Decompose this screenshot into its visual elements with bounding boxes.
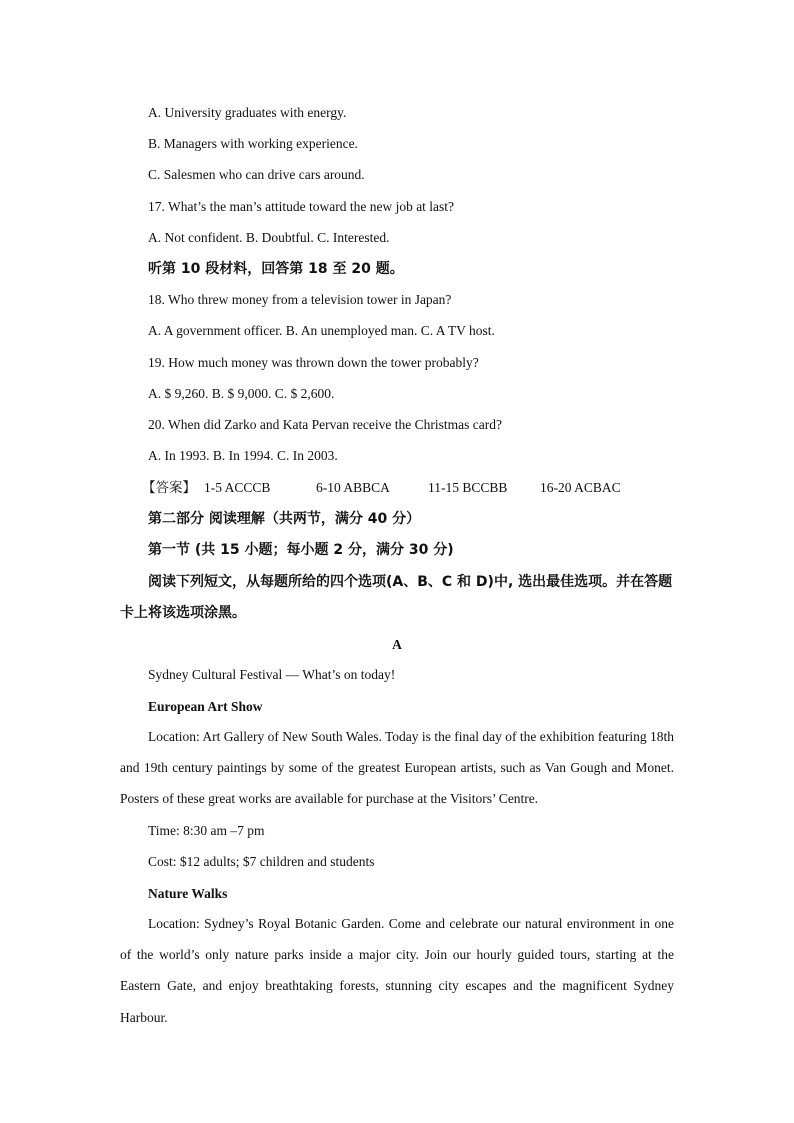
nature-walks-heading: Nature Walks xyxy=(148,886,228,901)
material-10-heading: 听第 10 段材料，回答第 18 至 20 题。 xyxy=(148,261,404,277)
option-16b: B. Managers with working experience. xyxy=(148,136,358,151)
art-show-location: Location: Art Gallery of New South Wales. Today is the final day of the exhibition featuring 18th and 19th century paintings by some of the greatest European artists, such as Van Gough and Monet. Posters of these great works are available for purchase at the Visitors’ Centre. xyxy=(120,729,674,807)
question-19: 19. How much money was thrown down the tower probably? xyxy=(148,355,479,370)
art-show-heading: European Art Show xyxy=(148,699,263,714)
part-two-heading: 第二部分 阅读理解（共两节，满分 40 分） xyxy=(148,511,421,527)
options-20: A. In 1993. B. In 1994. C. In 2003. xyxy=(148,448,338,463)
passage-intro: Sydney Cultural Festival — What’s on today! xyxy=(148,667,396,682)
question-20: 20. When did Zarko and Kata Pervan receive the Christmas card? xyxy=(148,417,502,432)
nature-walks-location: Location: Sydney’s Royal Botanic Garden. Come and celebrate our natural environment in one of the world’s only nature parks inside a major city. Join our hourly guided tours, starting at the Eastern Gate, and enjoy breathtaking forests, stunning city escapes and the magnificent Sydney Harbour. xyxy=(120,916,674,1025)
option-16c: C. Salesmen who can drive cars around. xyxy=(148,167,365,182)
section-one-heading: 第一节 (共 15 小题；每小题 2 分，满分 30 分) xyxy=(148,542,454,558)
option-16a: A. University graduates with energy. xyxy=(148,105,347,120)
question-17: 17. What’s the man’s attitude toward the new job at last? xyxy=(148,199,455,214)
answer-key xyxy=(142,479,621,497)
instruction-line-1: 阅读下列短文，从每题所给的四个选项(A、B、C 和 D)中, 选出最佳选项。并在答题 xyxy=(148,574,673,590)
options-19: A. $ 9,260. B. $ 9,000. C. $ 2,600. xyxy=(148,386,335,401)
answer-group-3: 11-15 BCCBB xyxy=(428,480,508,495)
question-18: 18. Who threw money from a television tower in Japan? xyxy=(148,292,452,307)
answer-group-1: 1-5 ACCCB xyxy=(204,480,271,495)
options-18: A. A government officer. B. An unemployed man. C. A TV host. xyxy=(148,323,495,338)
passage-letter: A xyxy=(392,637,402,652)
options-17: A. Not confident. B. Doubtful. C. Interested. xyxy=(148,230,390,245)
instruction-line-2: 卡上将该选项涂黑。 xyxy=(120,605,246,621)
art-show-cost: Cost: $12 adults; $7 children and students xyxy=(148,854,375,869)
art-show-time: Time: 8:30 am –7 pm xyxy=(148,823,265,838)
answer-group-4: 16-20 ACBAC xyxy=(540,480,621,495)
answer-label: 【答案】 xyxy=(142,480,196,495)
answer-group-2: 6-10 ABBCA xyxy=(316,480,390,495)
